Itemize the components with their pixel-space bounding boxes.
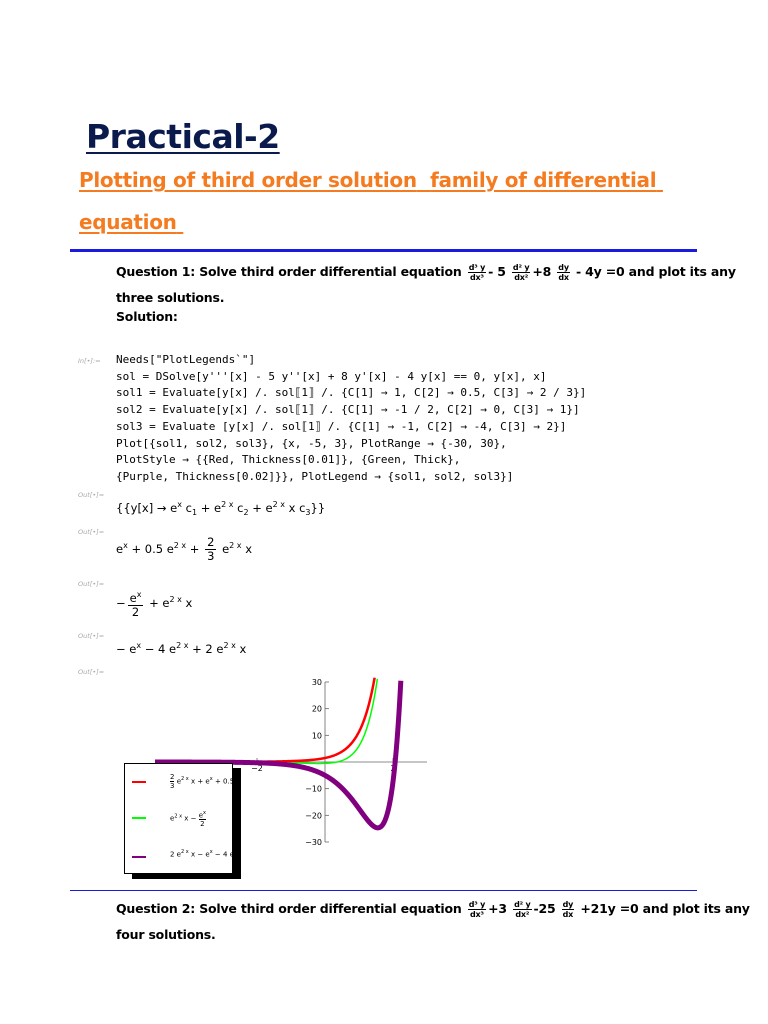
o1-open: {{y[x] → bbox=[116, 500, 171, 515]
question2-suffix: +21y =0 and plot its any bbox=[580, 901, 750, 916]
q2-dy-fraction bbox=[562, 900, 575, 919]
q2-frac1-den: dx³ bbox=[470, 910, 484, 919]
o1-2x-b: 2 x bbox=[272, 500, 285, 509]
leg1-c: + 0.5 bbox=[212, 777, 235, 786]
output-label-4: Out[•]= bbox=[78, 632, 105, 640]
code-line: sol1 = Evaluate[y[x] /. sol⟦1⟧ /. {C[1] → 1, C[2] → 0.5, C[3] → 2 / 3}] bbox=[116, 386, 587, 400]
series-line-sol1 bbox=[155, 678, 375, 762]
o2-a: e bbox=[116, 542, 124, 556]
o2-d: e bbox=[218, 542, 230, 556]
leg3-sup-b: x bbox=[209, 849, 213, 855]
o1-e2: e bbox=[214, 500, 222, 515]
question1-prefix: Question 1: Solve third order differential equation bbox=[116, 264, 462, 279]
o1-plus2: + bbox=[248, 500, 266, 515]
q1-frac2-num: d² y bbox=[512, 263, 530, 272]
o3-b: + e bbox=[145, 595, 170, 610]
leg1-sup-b: x bbox=[209, 776, 213, 783]
output-label-2: Out[•]= bbox=[78, 528, 105, 536]
code-line: Needs["PlotLegends`"] bbox=[116, 353, 256, 366]
code-line: {Purple, Thickness[0.02]}}, PlotLegend → {sol1, sol2, sol3}] bbox=[116, 469, 514, 483]
subtitle-part-b: family of differential bbox=[430, 168, 657, 192]
q2-frac2-num: d² y bbox=[514, 900, 531, 909]
question1-suffix: - 4y =0 and plot its any bbox=[576, 264, 736, 279]
x-tick-label: 2 bbox=[390, 764, 396, 773]
q1-frac3-num: dy bbox=[558, 263, 569, 272]
leg3-sup-a: 2 x bbox=[181, 849, 189, 855]
o1-plus: + bbox=[197, 500, 215, 515]
q1-frac1-num: d³ y bbox=[468, 263, 486, 272]
q2-frac3-num: dy bbox=[562, 900, 574, 909]
leg3-sup-c: 2 bbox=[234, 849, 238, 855]
legend-swatch-purple bbox=[132, 856, 146, 858]
leg3-a: 2 e bbox=[170, 850, 181, 859]
legend-label-sol3 bbox=[170, 848, 237, 859]
leg2-num bbox=[199, 809, 206, 820]
o4-d: x bbox=[235, 641, 247, 656]
legend-label-sol1 bbox=[170, 773, 234, 790]
o1-s2: 2 bbox=[243, 508, 249, 518]
leg2-a: e bbox=[170, 814, 175, 823]
subtitle-part-a: Plotting of third order solution bbox=[79, 168, 417, 192]
leg2-num-e: e bbox=[198, 811, 204, 820]
o3-bx: 2 x bbox=[169, 595, 182, 605]
x-tick-label: −2 bbox=[251, 764, 263, 773]
o1-xc3: x c bbox=[284, 500, 306, 515]
q1-op1: - 5 bbox=[488, 264, 506, 279]
o4-a: − e bbox=[116, 641, 137, 656]
o1-s3: 3 bbox=[305, 508, 311, 518]
leg1-b: x + e bbox=[188, 777, 210, 786]
question2-line2: four solutions. bbox=[116, 927, 216, 942]
legend-item-sol1 bbox=[131, 773, 235, 793]
leg1-fraction bbox=[170, 773, 174, 790]
leg3-b: x − e bbox=[188, 850, 210, 859]
output-label-1: Out[•]= bbox=[78, 491, 105, 499]
legend-item-sol2 bbox=[131, 809, 231, 829]
o1-e: e bbox=[170, 500, 178, 515]
o3-c: x bbox=[181, 595, 193, 610]
o2-c: + bbox=[186, 542, 204, 556]
leg2-den: 2 bbox=[200, 820, 205, 829]
leg1-num: 2 bbox=[170, 773, 175, 781]
o4-ax: x bbox=[136, 641, 142, 650]
o1-close: }} bbox=[310, 500, 326, 515]
o1-s1: 1 bbox=[191, 508, 198, 518]
o3-den: 2 bbox=[131, 604, 140, 619]
legend-swatch-red bbox=[132, 781, 146, 783]
legend-label-sol2 bbox=[170, 809, 206, 828]
q2-op1: +3 bbox=[488, 901, 507, 916]
question1-line2: three solutions. bbox=[116, 290, 225, 305]
code-line: sol = DSolve[y'''[x] - 5 y''[x] + 8 y'[x] - 4 y[x] == 0, y[x], x] bbox=[116, 369, 547, 383]
o1-x: x bbox=[177, 500, 182, 509]
plot-legend bbox=[124, 763, 238, 874]
o1-c1: c bbox=[185, 500, 192, 515]
q1-frac2-den: dx² bbox=[514, 273, 529, 282]
o3-num-x: x bbox=[136, 590, 142, 599]
o1-2x: 2 x bbox=[221, 500, 234, 509]
q1-op2: +8 bbox=[532, 264, 552, 279]
o2-den: 3 bbox=[207, 549, 215, 563]
o4-cx: 2 x bbox=[223, 641, 236, 650]
code-line: sol2 = Evaluate[y[x] /. sol⟦1⟧ /. {C[1] → -1 / 2, C[2] → 0, C[3] → 1}] bbox=[116, 403, 580, 417]
q2-frac1-num: d³ y bbox=[468, 900, 486, 909]
o4-bx: 2 x bbox=[176, 641, 189, 650]
y-tick-label: 10 bbox=[311, 731, 322, 741]
legend-item-sol3 bbox=[131, 848, 238, 868]
section-divider-2 bbox=[70, 890, 697, 891]
leg3-c: − 4 e bbox=[212, 850, 235, 859]
y-tick-label: −10 bbox=[305, 784, 322, 794]
o2-b: + 0.5 e bbox=[127, 542, 174, 556]
output-label-3: Out[•]= bbox=[78, 580, 105, 588]
q1-frac3-den: dx bbox=[558, 273, 569, 282]
o3-minus: − bbox=[116, 595, 126, 610]
o2-e: x bbox=[241, 542, 253, 556]
o1-c2: c bbox=[237, 500, 244, 515]
y-tick-label: 30 bbox=[311, 678, 322, 687]
input-label: In[•]:= bbox=[78, 357, 101, 365]
y-tick-label: −30 bbox=[305, 838, 322, 847]
question2-line1 bbox=[116, 900, 750, 919]
o4-b: − 4 e bbox=[141, 641, 177, 656]
leg2-num-x: x bbox=[203, 810, 207, 816]
o1-e3: e bbox=[265, 500, 273, 515]
o4-c: + 2 e bbox=[188, 641, 224, 656]
o2-ax: x bbox=[123, 541, 128, 551]
code-line: Plot[{sol1, sol2, sol3}, {x, -5, 3}, PlotRange → {-30, 30}, bbox=[116, 436, 507, 450]
q2-d3y-fraction bbox=[468, 900, 486, 919]
o2-dx: 2 x bbox=[229, 541, 242, 551]
q2-op2: -25 bbox=[533, 901, 556, 916]
leg1-den: 3 bbox=[170, 782, 175, 790]
q2-frac3-den: dx bbox=[562, 910, 574, 919]
code-line: PlotStyle → {{Red, Thickness[0.01]}, {Green, Thick}, bbox=[116, 453, 461, 467]
subtitle-part-c: equation bbox=[79, 210, 177, 234]
leg2-fraction bbox=[199, 809, 206, 828]
page-title: Practical-2 bbox=[86, 117, 280, 156]
o2-bx: 2 x bbox=[173, 541, 187, 551]
q2-d2y-fraction bbox=[513, 900, 531, 919]
leg1-sup-a: 2 x bbox=[181, 776, 189, 783]
question2-prefix: Question 2: Solve third order differential equation bbox=[116, 901, 462, 916]
y-tick-label: −20 bbox=[305, 811, 322, 821]
o3-num-e: e bbox=[129, 590, 137, 605]
code-line: sol3 = Evaluate [y[x] /. sol⟦1⟧ /. {C[1] → -1, C[2] → -4, C[3] → 2}] bbox=[116, 419, 567, 433]
o2-num: 2 bbox=[207, 535, 215, 549]
output-label-5: Out[•]= bbox=[78, 668, 105, 676]
q2-frac2-den: dx² bbox=[515, 910, 530, 919]
leg2-sup-a: 2 x bbox=[174, 813, 183, 820]
leg1-a: e bbox=[176, 777, 182, 786]
legend-swatch-green bbox=[132, 817, 146, 819]
leg2-b: x − bbox=[182, 814, 199, 823]
q1-frac1-den: dx³ bbox=[470, 273, 484, 282]
y-tick-label: 20 bbox=[311, 704, 322, 714]
solution-label: Solution: bbox=[116, 309, 178, 324]
